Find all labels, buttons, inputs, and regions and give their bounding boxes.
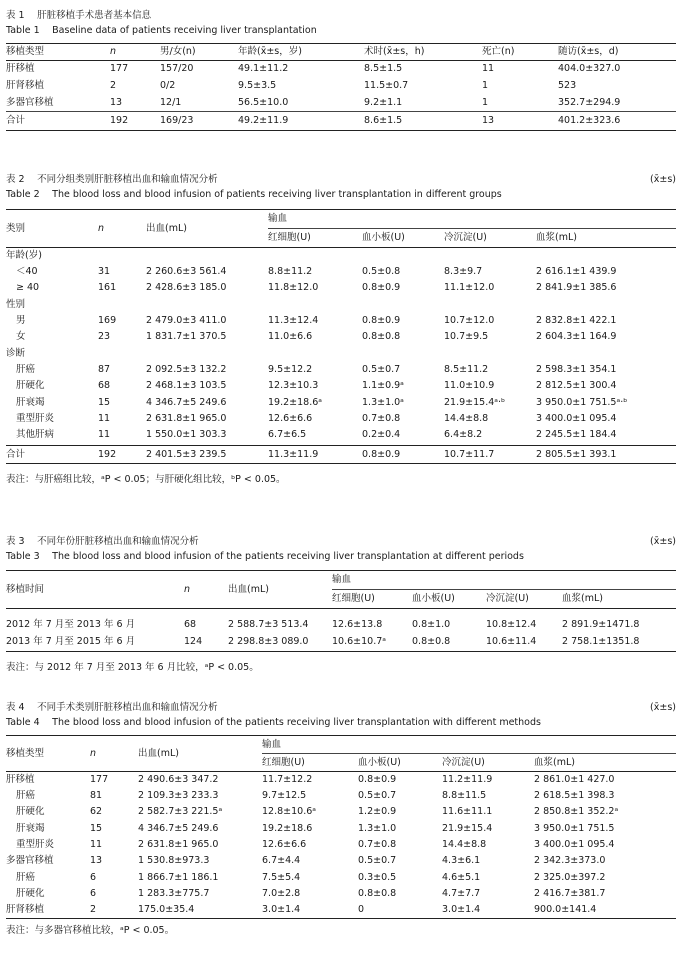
table-2: [6, 209, 676, 443]
table-row: [6, 837, 676, 853]
cell: 2 401.5±3 239.5: [146, 446, 268, 464]
cell: 169: [98, 315, 117, 327]
table-4-section: [6, 700, 676, 938]
cell: 10.6±11.4: [486, 633, 562, 652]
table-row: [6, 633, 676, 652]
table-total-row: [6, 446, 676, 464]
table-row: [6, 378, 676, 394]
table-header-row: [6, 571, 676, 590]
header-cell: 移植时间: [6, 571, 184, 609]
cell: 19.2±18.6: [262, 822, 313, 834]
table-row: [6, 609, 676, 633]
subheader-cell: 冷沉淀(U): [486, 590, 562, 609]
table-4-body: [6, 772, 676, 919]
table-row: [6, 788, 676, 804]
cell: 9.5±12.2: [268, 363, 313, 375]
group-label: 肝肾移植: [6, 902, 90, 919]
header-cell: n: [110, 44, 160, 61]
cell: 15: [98, 396, 111, 408]
row-label: ≥ 40: [16, 282, 40, 294]
table-total-row: [6, 112, 676, 131]
cell: 2 298.8±3 089.0: [228, 633, 332, 652]
cell: 6: [90, 887, 97, 899]
table-row: [6, 313, 676, 329]
cell: [268, 297, 362, 313]
cell: 56.5±10.0: [238, 95, 364, 112]
cell: 2 616.1±1 439.9: [536, 266, 617, 278]
cell: 192: [110, 112, 160, 131]
cell: 1 530.8±973.3: [138, 855, 210, 867]
cell: 23: [98, 331, 111, 343]
cell: 0.5±0.7: [358, 790, 397, 802]
cell: 1.3±1.0ᵃ: [362, 396, 404, 408]
table-3-caption-cn: [6, 534, 676, 549]
cell: 9.7±12.5: [262, 790, 307, 802]
cell: 6.7±6.5: [268, 429, 307, 441]
cell: [362, 345, 444, 361]
cell: [444, 345, 536, 361]
table-2-total: [6, 445, 676, 464]
cell: 177: [110, 63, 129, 75]
row-label: 肝硬化: [16, 806, 45, 818]
subheader-cell: 血浆(mL): [562, 590, 676, 609]
table-1-section: [6, 8, 676, 131]
cell: [146, 248, 268, 265]
cell: 11.1±12.0: [444, 282, 495, 294]
subheader-cell: 冷沉淀(U): [442, 754, 534, 772]
cell: 0.8±0.9: [362, 282, 401, 294]
cell: 177: [90, 774, 109, 785]
cell: [536, 248, 676, 265]
cell: 10.7±9.5: [444, 331, 489, 343]
header-cell-transfusion: 输血: [268, 210, 676, 229]
row-label: 肝癌: [16, 871, 36, 883]
cell: 12.6±6.6: [262, 839, 307, 851]
cell: 8.5±1.5: [364, 63, 403, 75]
cell: 3 400.0±1 095.4: [534, 839, 615, 851]
cell: [98, 345, 146, 361]
cell: 2 092.5±3 132.2: [146, 363, 227, 375]
cell: 合计: [6, 112, 110, 131]
row-label: 重型肝炎: [16, 412, 55, 424]
unit-label: (x̄±s): [650, 536, 676, 547]
cell: 11.3±12.4: [268, 315, 319, 327]
cell: 肝肾移植: [6, 80, 45, 91]
cell: 11: [98, 429, 111, 441]
cell: 14.4±8.8: [442, 839, 487, 851]
caption-text: 表 3 不同年份肝脏移植出血和输血情况分析: [6, 536, 199, 547]
cell: 21.9±15.4ᵃ·ᵇ: [444, 396, 506, 408]
cell: 7.0±2.8: [262, 887, 301, 899]
cell: 2 631.8±1 965.0: [138, 839, 219, 851]
table-row: [6, 78, 676, 95]
cell: [268, 248, 362, 265]
cell: 3.0±1.4: [262, 902, 358, 919]
cell: 0.8±0.8: [358, 887, 397, 899]
table-4-caption-cn: [6, 700, 676, 715]
table-row: [6, 329, 676, 345]
cell: [268, 345, 362, 361]
cell: 4 346.7±5 249.6: [138, 822, 219, 834]
cell: 0.7±0.8: [362, 412, 401, 424]
cell: 2 416.7±381.7: [534, 887, 606, 899]
cell: 11.7±12.2: [262, 774, 313, 785]
subheader-cell: 血小板(U): [412, 590, 486, 609]
header-cell: 出血(mL): [228, 571, 332, 609]
cell: [146, 297, 268, 313]
cell: 12.8±10.6ᵃ: [262, 806, 316, 818]
table-header-row: [6, 44, 676, 61]
cell: 11.2±11.9: [442, 774, 493, 785]
subheader-cell: 血浆(mL): [536, 229, 676, 248]
cell: 2: [90, 902, 138, 919]
subheader-cell: 红细胞(U): [262, 754, 358, 772]
cell: 12.6±6.6: [268, 412, 313, 424]
cell: 8.8±11.2: [268, 266, 313, 278]
header-cell: 随访(x̄±s，d): [558, 44, 676, 61]
cell: 0.5±0.7: [362, 363, 401, 375]
cell: [362, 297, 444, 313]
cell: 1 550.0±1 303.3: [146, 429, 227, 441]
cell: 3 400.0±1 095.4: [536, 412, 617, 424]
cell: 12.3±10.3: [268, 380, 319, 392]
cell: 68: [98, 380, 111, 392]
table-row: [6, 297, 676, 313]
cell: 9.5±3.5: [238, 80, 277, 91]
header-cell: 男/女(n): [160, 44, 238, 61]
cell: [444, 297, 536, 313]
table-2-caption-en: Table 2 The blood loss and blood infusion of patients receiving liver transplantation in different groups: [6, 189, 502, 200]
cell: [536, 297, 676, 313]
table-header-row: [6, 736, 676, 754]
header-cell: 移植类型: [6, 736, 90, 772]
table-3-section: [6, 534, 676, 675]
cell: 肝移植: [6, 63, 35, 75]
table-3: [6, 570, 676, 652]
row-label: 其他肝病: [16, 429, 55, 441]
cell: 1.3±1.0: [358, 822, 397, 834]
table-row: [6, 886, 676, 902]
cell: [146, 345, 268, 361]
cell: 0.5±0.7: [358, 855, 397, 867]
cell: 124: [184, 633, 228, 652]
row-label: 肝癌: [16, 363, 36, 375]
cell: 11.8±12.0: [268, 282, 319, 294]
cell: 1.2±0.9: [358, 806, 397, 818]
table-1-caption-cn: 表 1 肝脏移植手术患者基本信息: [6, 10, 152, 21]
table-row: [6, 411, 676, 427]
cell: [98, 297, 146, 313]
cell: 2 812.5±1 300.4: [536, 380, 617, 392]
cell: 49.1±11.2: [238, 63, 289, 75]
cell: 2: [110, 80, 117, 91]
cell: 2 618.5±1 398.3: [534, 790, 615, 802]
cell: 6.4±8.2: [444, 429, 483, 441]
table-2-body: [6, 248, 676, 444]
header-cell: n: [184, 571, 228, 609]
table-row: [6, 394, 676, 410]
cell: 2 582.7±3 221.5ᵃ: [138, 806, 223, 818]
group-label: 多器官移植: [6, 855, 54, 867]
cell: 900.0±141.4: [534, 902, 676, 919]
table-row: [6, 902, 676, 919]
cell: 11: [482, 63, 495, 75]
header-cell: 出血(mL): [146, 210, 268, 248]
cell: 3.0±1.4: [442, 902, 534, 919]
group-label: 肝移植: [6, 774, 35, 785]
cell: 2 631.8±1 965.0: [146, 412, 227, 424]
cell: 11.3±11.9: [268, 446, 362, 464]
caption-text: 表 4 不同手术类别肝脏移植出血和输血情况分析: [6, 702, 218, 713]
subheader-cell: 红细胞(U): [268, 229, 362, 248]
cell: 2 109.3±3 233.3: [138, 790, 219, 802]
cell: 1 831.7±1 370.5: [146, 331, 227, 343]
cell: 2 832.8±1 422.1: [536, 315, 617, 327]
cell: 合计: [6, 446, 98, 464]
subheader-cell: 红细胞(U): [332, 590, 412, 609]
cell: 0: [358, 902, 442, 919]
cell: 11.0±10.9: [444, 380, 495, 392]
cell: 2 479.0±3 411.0: [146, 315, 227, 327]
cell: 14.4±8.8: [444, 412, 489, 424]
cell: 2 805.5±1 393.1: [536, 446, 676, 464]
row-label: 肝衰竭: [16, 822, 45, 834]
cell: 2 891.9±1471.8: [562, 618, 640, 630]
table-2-section: [6, 172, 676, 487]
row-label: 肝衰竭: [16, 396, 45, 408]
cell: 8.3±9.7: [444, 266, 483, 278]
cell: 8.5±11.2: [444, 363, 489, 375]
header-cell: 出血(mL): [138, 736, 262, 772]
table-1-caption-en: Table 1 Baseline data of patients receiving liver transplantation: [6, 25, 317, 36]
cell: 0.8±0.8: [362, 331, 401, 343]
cell: 2 604.3±1 164.9: [536, 331, 617, 343]
cell: 1: [482, 80, 489, 91]
group-label: 诊断: [6, 347, 26, 359]
cell: 13: [110, 95, 160, 112]
row-label: 男: [16, 315, 26, 327]
cell: 11: [90, 839, 103, 851]
cell: 352.7±294.9: [558, 95, 676, 112]
table-3-caption-en: Table 3 The blood loss and blood infusion of the patients receiving liver transplantation at different periods: [6, 551, 524, 562]
header-cell: n: [98, 210, 146, 248]
cell: 2 861.0±1 427.0: [534, 774, 615, 785]
cell: 0.8±0.9: [358, 774, 397, 785]
header-cell: n: [90, 736, 138, 772]
caption-text: 表 2 不同分组类别肝脏移植出血和输血情况分析: [6, 174, 218, 185]
subheader-cell: 血浆(mL): [534, 754, 676, 772]
cell: 13: [482, 112, 558, 131]
table-row: [6, 61, 676, 78]
subheader-cell: 血小板(U): [358, 754, 442, 772]
table-row: [6, 804, 676, 820]
cell: 10.7±12.0: [444, 315, 495, 327]
unit-label: (x̄±s): [650, 702, 676, 713]
cell: 21.9±15.4: [442, 822, 493, 834]
cell: 2 850.8±1 352.2ᵃ: [534, 806, 619, 818]
header-cell: 死亡(n): [482, 44, 558, 61]
cell: 2 588.7±3 513.4: [228, 618, 309, 630]
cell: 1 283.3±775.7: [138, 887, 210, 899]
cell: 68: [184, 618, 197, 630]
cell: 31: [98, 266, 111, 278]
header-cell: 类别: [6, 210, 98, 248]
cell: 2012 年 7 月至 2013 年 6 月: [6, 618, 136, 630]
table-header-row: [6, 210, 676, 229]
cell: 0/2: [160, 80, 176, 91]
table-2-note: 表注：与肝癌组比较，ᵃP < 0.05；与肝硬化组比较，ᵇP < 0.05。: [6, 474, 286, 486]
cell: 15: [90, 822, 103, 834]
cell: 2 342.3±373.0: [534, 855, 606, 867]
table-row: [6, 772, 676, 789]
cell: 2 428.6±3 185.0: [146, 282, 227, 294]
cell: 2 325.0±397.2: [534, 871, 606, 883]
cell: 523: [558, 80, 577, 91]
cell: 157/20: [160, 63, 194, 75]
unit-label: (x̄±s): [650, 174, 676, 185]
cell: 87: [98, 363, 111, 375]
cell: [98, 248, 146, 265]
table-row: [6, 427, 676, 443]
row-label: 重型肝炎: [16, 839, 55, 851]
row-label: 肝硬化: [16, 380, 45, 392]
cell: 10.7±11.7: [444, 446, 536, 464]
table-4: [6, 735, 676, 919]
cell: 2 245.5±1 184.4: [536, 429, 617, 441]
cell: 2 841.9±1 385.6: [536, 282, 617, 294]
cell: 0.7±0.8: [358, 839, 397, 851]
group-label: 性别: [6, 298, 26, 310]
cell: 11.0±6.6: [268, 331, 313, 343]
cell: 3 950.0±1 751.5: [534, 822, 615, 834]
cell: 7.5±5.4: [262, 871, 301, 883]
cell: 404.0±327.0: [558, 63, 621, 75]
table-row: [6, 869, 676, 885]
cell: 169/23: [160, 112, 238, 131]
table-row: [6, 248, 676, 265]
cell: 2 490.6±3 347.2: [138, 774, 219, 785]
cell: 12/1: [160, 95, 238, 112]
cell: 11.5±0.7: [364, 80, 409, 91]
cell: 1.1±0.9ᵃ: [362, 380, 404, 392]
header-cell-transfusion: 输血: [332, 571, 676, 590]
group-label: 年龄(岁): [6, 250, 42, 261]
cell: 2013 年 7 月至 2015 年 6 月: [6, 633, 184, 652]
cell: 49.2±11.9: [238, 112, 364, 131]
cell: 0.8±0.9: [362, 446, 444, 464]
cell: 0.5±0.8: [362, 266, 401, 278]
cell: 12.6±13.8: [332, 618, 383, 630]
cell: 62: [90, 806, 103, 818]
cell: 多器官移植: [6, 95, 110, 112]
cell: 4.6±5.1: [442, 871, 481, 883]
cell: 1: [482, 95, 558, 112]
subheader-cell: 血小板(U): [362, 229, 444, 248]
table-row: [6, 264, 676, 280]
table-row: [6, 95, 676, 112]
cell: 10.6±10.7ᵃ: [332, 633, 412, 652]
cell: [444, 248, 536, 265]
header-cell: 年龄(x̄±s，岁): [238, 44, 364, 61]
header-cell: 术时(x̄±s，h): [364, 44, 482, 61]
cell: 0.8±0.8: [412, 633, 486, 652]
cell: 0.8±1.0: [412, 618, 451, 630]
cell: 3 950.0±1 751.5ᵃ·ᵇ: [536, 396, 628, 408]
cell: 2 758.1±1351.8: [562, 633, 676, 652]
cell: 0.3±0.5: [358, 871, 397, 883]
cell: 11.6±11.1: [442, 806, 493, 818]
table-row: [6, 280, 676, 296]
cell: 1 866.7±1 186.1: [138, 871, 219, 883]
cell: [362, 248, 444, 265]
cell: 2 468.1±3 103.5: [146, 380, 227, 392]
cell: 4 346.7±5 249.6: [146, 396, 227, 408]
cell: 2 260.6±3 561.4: [146, 266, 227, 278]
cell: 0.2±0.4: [362, 429, 401, 441]
table-4-caption-en: Table 4 The blood loss and blood infusion of the patients receiving liver transplantation with different methods: [6, 717, 541, 728]
table-row: [6, 345, 676, 361]
header-cell-transfusion: 输血: [262, 736, 676, 754]
cell: 4.7±7.7: [442, 887, 481, 899]
cell: 175.0±35.4: [138, 902, 262, 919]
table-2-caption-cn: [6, 172, 676, 187]
cell: 8.8±11.5: [442, 790, 487, 802]
cell: 0.8±0.9: [362, 315, 401, 327]
row-label: ＜40: [16, 266, 38, 278]
cell: 192: [98, 446, 146, 464]
cell: 6.7±4.4: [262, 855, 301, 867]
subheader-cell: 冷沉淀(U): [444, 229, 536, 248]
cell: 2 598.3±1 354.1: [536, 363, 617, 375]
row-label: 肝癌: [16, 790, 36, 802]
cell: 13: [90, 855, 103, 867]
cell: 9.2±1.1: [364, 95, 482, 112]
table-row: [6, 853, 676, 869]
cell: 11: [98, 412, 111, 424]
cell: 401.2±323.6: [558, 112, 676, 131]
table-4-note: 表注：与多器官移植比较，ᵃP < 0.05。: [6, 925, 175, 937]
table-row: [6, 821, 676, 837]
cell: 10.8±12.4: [486, 618, 537, 630]
cell: 161: [98, 282, 117, 294]
table-3-note: 表注：与 2012 年 7 月至 2013 年 6 月比较，ᵃP < 0.05。: [6, 662, 259, 673]
cell: 81: [90, 790, 103, 802]
cell: [536, 345, 676, 361]
cell: 8.6±1.5: [364, 112, 482, 131]
row-label: 女: [16, 331, 26, 343]
cell: 4.3±6.1: [442, 855, 481, 867]
row-label: 肝硬化: [16, 887, 45, 899]
cell: 6: [90, 871, 97, 883]
header-cell: 移植类型: [6, 44, 110, 61]
cell: 19.2±18.6ᵃ: [268, 396, 322, 408]
table-1: [6, 43, 676, 131]
table-row: [6, 362, 676, 378]
